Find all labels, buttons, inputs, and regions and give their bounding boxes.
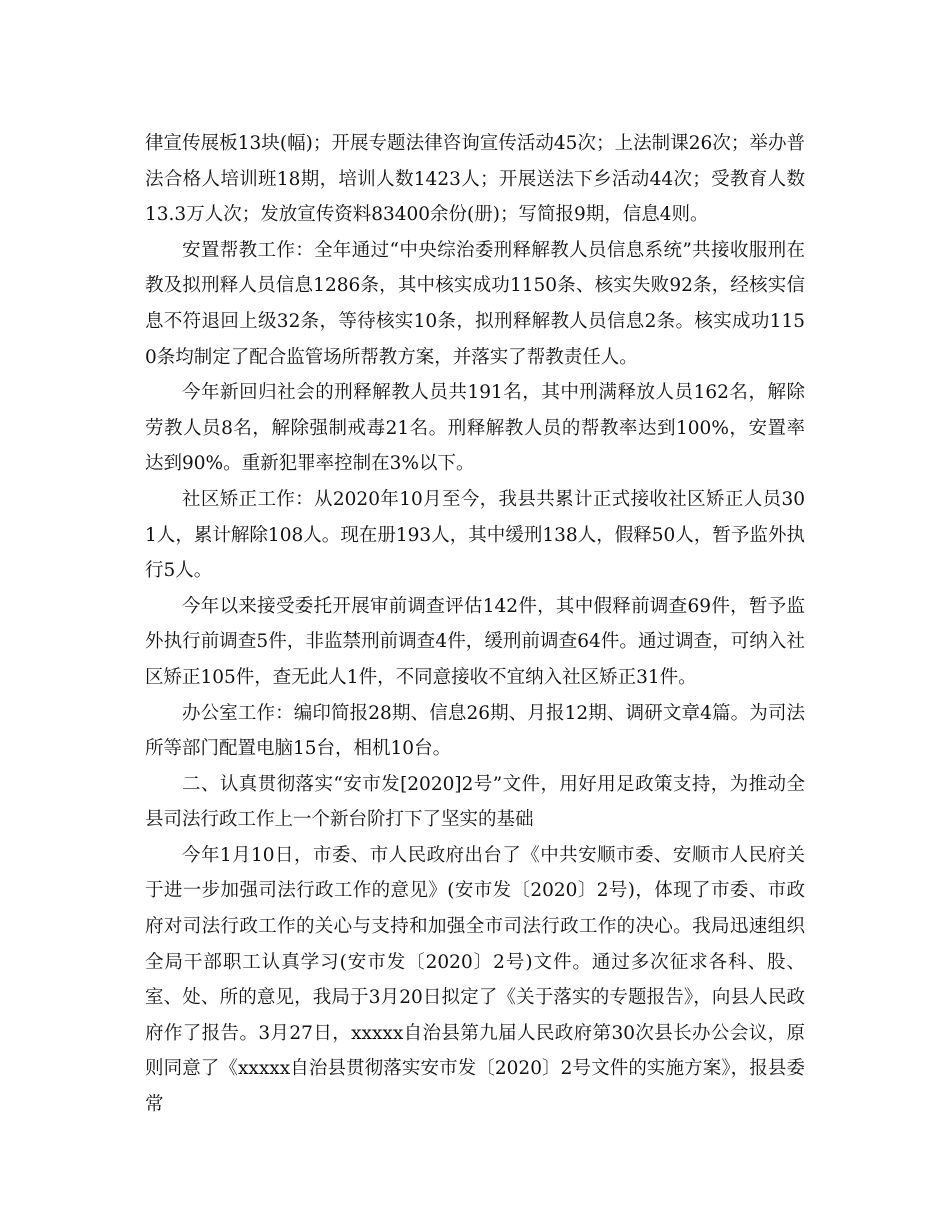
paragraph-pretrial-investigation: 今年以来接受委托开展审前调查评估142件，其中假释前调查69件，暂予监外执行前调查5件，非监禁刑前调查4件，缓刑前调查64件。通过调查，可纳入社区矫正105件，查无此人1件，不同意接收不宜纳入社区矫正31件。 (145, 595, 805, 688)
document-body (145, 126, 805, 1123)
paragraph-resettlement-work: 安置帮教工作：全年通过“中央综治委刑释解教人员信息系统”共接收服刑在教及拟刑释人员信息1286条，其中核实成功1150条、核实失败92条，经核实信息不符退回上级32条，等待核实10条，拟刑释解教人员信息2条。核实成功1150条均制定了配合监管场所帮教方案，并落实了帮教责任人。 (145, 239, 805, 368)
paragraph-released-persons: 今年新回归社会的刑释解教人员共191名，其中刑满释放人员162名，解除劳教人员8名，解除强制戒毒21名。刑释解教人员的帮教率达到100%，安置率达到90%。重新犯罪率控制在3%以下。 (145, 382, 805, 475)
paragraph-policy-implementation: 今年1月10日，市委、市人民政府出台了《中共安顺市委、安顺市人民府关于进一步加强司法行政工作的意见》(安市发〔2020〕2号)，体现了市委、市政府对司法行政工作的关心与支持和加强全市司法行政工作的决心。我局迅速组织全局干部职工认真学习(安市发〔2020〕2号)文件。通过多次征求各科、股、室、处、所的意见，我局于3月20日拟定了《关于落实的专题报告》，向县人民政府作了报告。3月27日，xxxxx自治县第九届人民政府第30次县长办公会议，原则同意了《xxxxx自治县贯彻落实安市发〔2020〕2号文件的实施方案》，报县委常 (145, 844, 805, 1116)
paragraph-legal-publicity-stats: 律宣传展板13块(幅)；开展专题法律咨询宣传活动45次；上法制课26次；举办普法合格人培训班18期，培训人数1423人；开展送法下乡活动44次；受教育人数13.3万人次；发放宣传资料83400余份(册)；写简报9期，信息4则。 (145, 133, 805, 226)
paragraph-office-work: 办公室工作：编印简报28期、信息26期、月报12期、调研文章4篇。为司法所等部门配置电脑15台，相机10台。 (145, 702, 805, 760)
paragraph-community-correction: 社区矫正工作：从2020年10月至今，我县共累计正式接收社区矫正人员301人，累计解除108人。现在册193人，其中缓刑138人，假释50人，暂予监外执行5人。 (145, 488, 805, 582)
section-heading-two: 二、认真贯彻落实“安市发[2020]2号”文件，用好用足政策支持，为推动全县司法行政工作上一个新台阶打下了坚实的基础 (145, 773, 805, 831)
